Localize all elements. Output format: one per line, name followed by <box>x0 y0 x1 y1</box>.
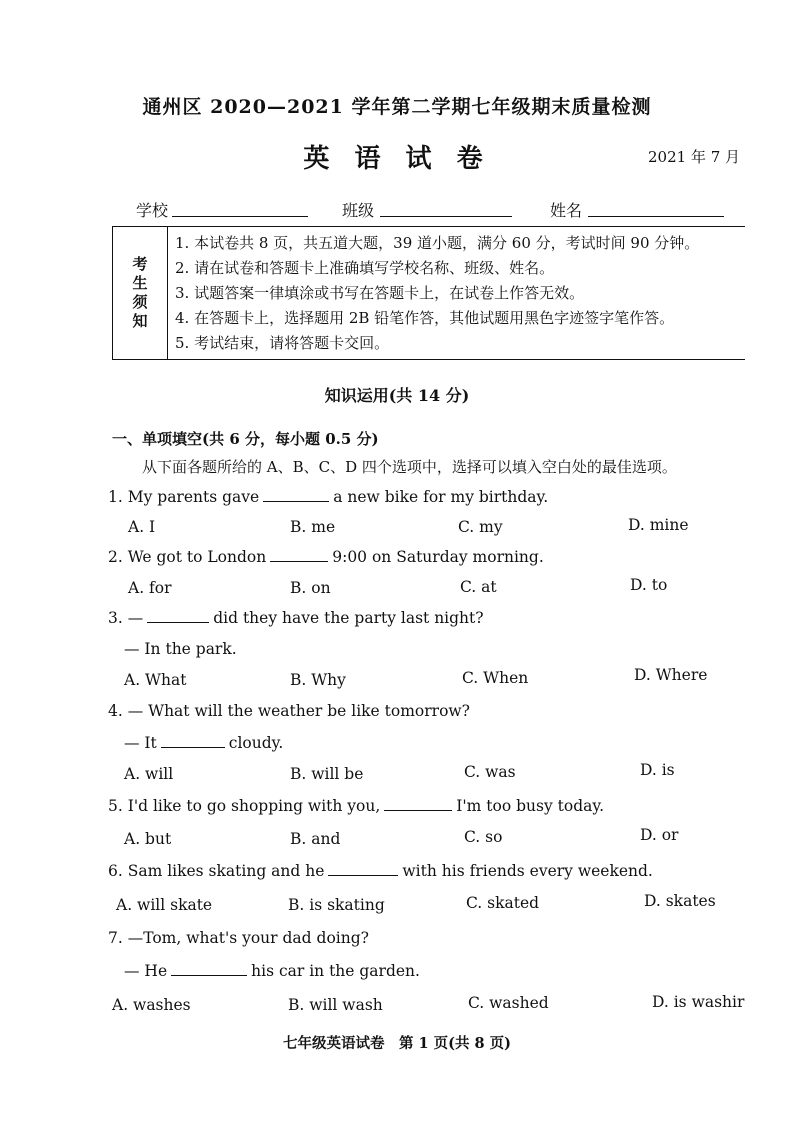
option-a: A. I <box>128 518 156 536</box>
option-b: B. me <box>290 518 336 536</box>
option-b: B. will be <box>290 765 364 783</box>
option-d: D. Where <box>634 666 708 684</box>
option-c: C. my <box>458 518 503 536</box>
notice-item: 4. 在答题卡上，选择题用 2B 铅笔作答，其他试题用黑色字迹签字笔作答。 <box>175 309 675 327</box>
option-c: C. so <box>464 828 503 846</box>
question-5: 5. I'd like to go shopping with you, I'm too busy today. <box>108 797 605 815</box>
option-d: D. or <box>640 826 679 844</box>
school-label: 学校 <box>136 201 169 220</box>
question-1: 1. My parents gave a new bike for my birthday. <box>108 488 549 506</box>
name-label: 姓名 <box>550 201 583 220</box>
question-3-answer-line: — In the park. <box>124 640 237 658</box>
option-c: C. washed <box>468 994 549 1012</box>
notice-item: 3. 试题答案一律填涂或书写在答题卡上，在试卷上作答无效。 <box>175 284 585 302</box>
notice-box <box>112 226 745 360</box>
option-a: A. will skate <box>116 896 213 914</box>
class-label: 班级 <box>342 201 375 220</box>
exam-title: 通州区 2020—2021 学年第二学期七年级期末质量检测 <box>142 96 652 118</box>
student-info-row <box>128 198 738 222</box>
school-field[interactable] <box>172 216 308 217</box>
option-c: C. When <box>462 669 529 687</box>
answer-blank[interactable] <box>161 735 225 748</box>
option-b: B. and <box>290 830 341 848</box>
exam-date: 2021 年 7 月 <box>648 148 741 166</box>
option-b: B. on <box>290 579 331 597</box>
question-2: 2. We got to London 9:00 on Saturday morning. <box>108 548 544 566</box>
notice-items <box>175 231 745 356</box>
part-instruction: 从下面各题所给的 A、B、C、D 四个选项中，选择可以填入空白处的最佳选项。 <box>142 458 677 476</box>
question-7-answer-line: — He his car in the garden. <box>124 962 420 980</box>
option-d: D. skates <box>644 892 716 910</box>
class-field[interactable] <box>380 216 512 217</box>
option-d: D. is washir <box>652 993 745 1011</box>
answer-blank[interactable] <box>263 489 329 502</box>
notice-item: 2. 请在试卷和答题卡上准确填写学校名称、班级、姓名。 <box>175 259 555 277</box>
option-b: B. is skating <box>288 896 385 914</box>
answer-blank[interactable] <box>270 549 328 562</box>
question-3: 3. — did they have the party last night? <box>108 609 484 627</box>
answer-blank[interactable] <box>147 610 209 623</box>
notice-side-label: 考 生 须 知 <box>113 227 168 359</box>
option-a: A. washes <box>112 996 191 1014</box>
option-c: C. skated <box>466 894 540 912</box>
option-a: A. for <box>128 579 172 597</box>
option-c: C. was <box>464 763 516 781</box>
answer-blank[interactable] <box>171 963 247 976</box>
option-a: A. but <box>124 830 172 848</box>
answer-blank[interactable] <box>384 798 452 811</box>
question-7: 7. —Tom, what's your dad doing? <box>108 929 369 947</box>
notice-item: 5. 考试结束，请将答题卡交回。 <box>175 334 390 352</box>
option-d: D. to <box>630 576 668 594</box>
part-title: 一、单项填空(共 6 分，每小题 0.5 分) <box>112 430 379 448</box>
question-4-answer-line: — It cloudy. <box>124 734 284 752</box>
question-6: 6. Sam likes skating and he with his friends every weekend. <box>108 862 653 880</box>
option-d: D. is <box>640 761 675 779</box>
option-b: B. Why <box>290 671 346 689</box>
name-field[interactable] <box>588 216 724 217</box>
notice-item: 1. 本试卷共 8 页，共五道大题，39 道小题，满分 60 分，考试时间 90 分钟。 <box>175 234 700 252</box>
option-c: C. at <box>460 578 497 596</box>
section-title: 知识运用(共 14 分) <box>324 386 470 405</box>
option-a: A. What <box>124 671 187 689</box>
exam-subtitle: 英 语 试 卷 <box>303 144 491 174</box>
option-d: D. mine <box>628 516 689 534</box>
question-4: 4. — What will the weather be like tomorrow? <box>108 702 470 720</box>
answer-blank[interactable] <box>328 863 398 876</box>
page-footer: 七年级英语试卷 第 1 页(共 8 页) <box>282 1035 512 1052</box>
option-a: A. will <box>124 765 174 783</box>
option-b: B. will wash <box>288 996 383 1014</box>
